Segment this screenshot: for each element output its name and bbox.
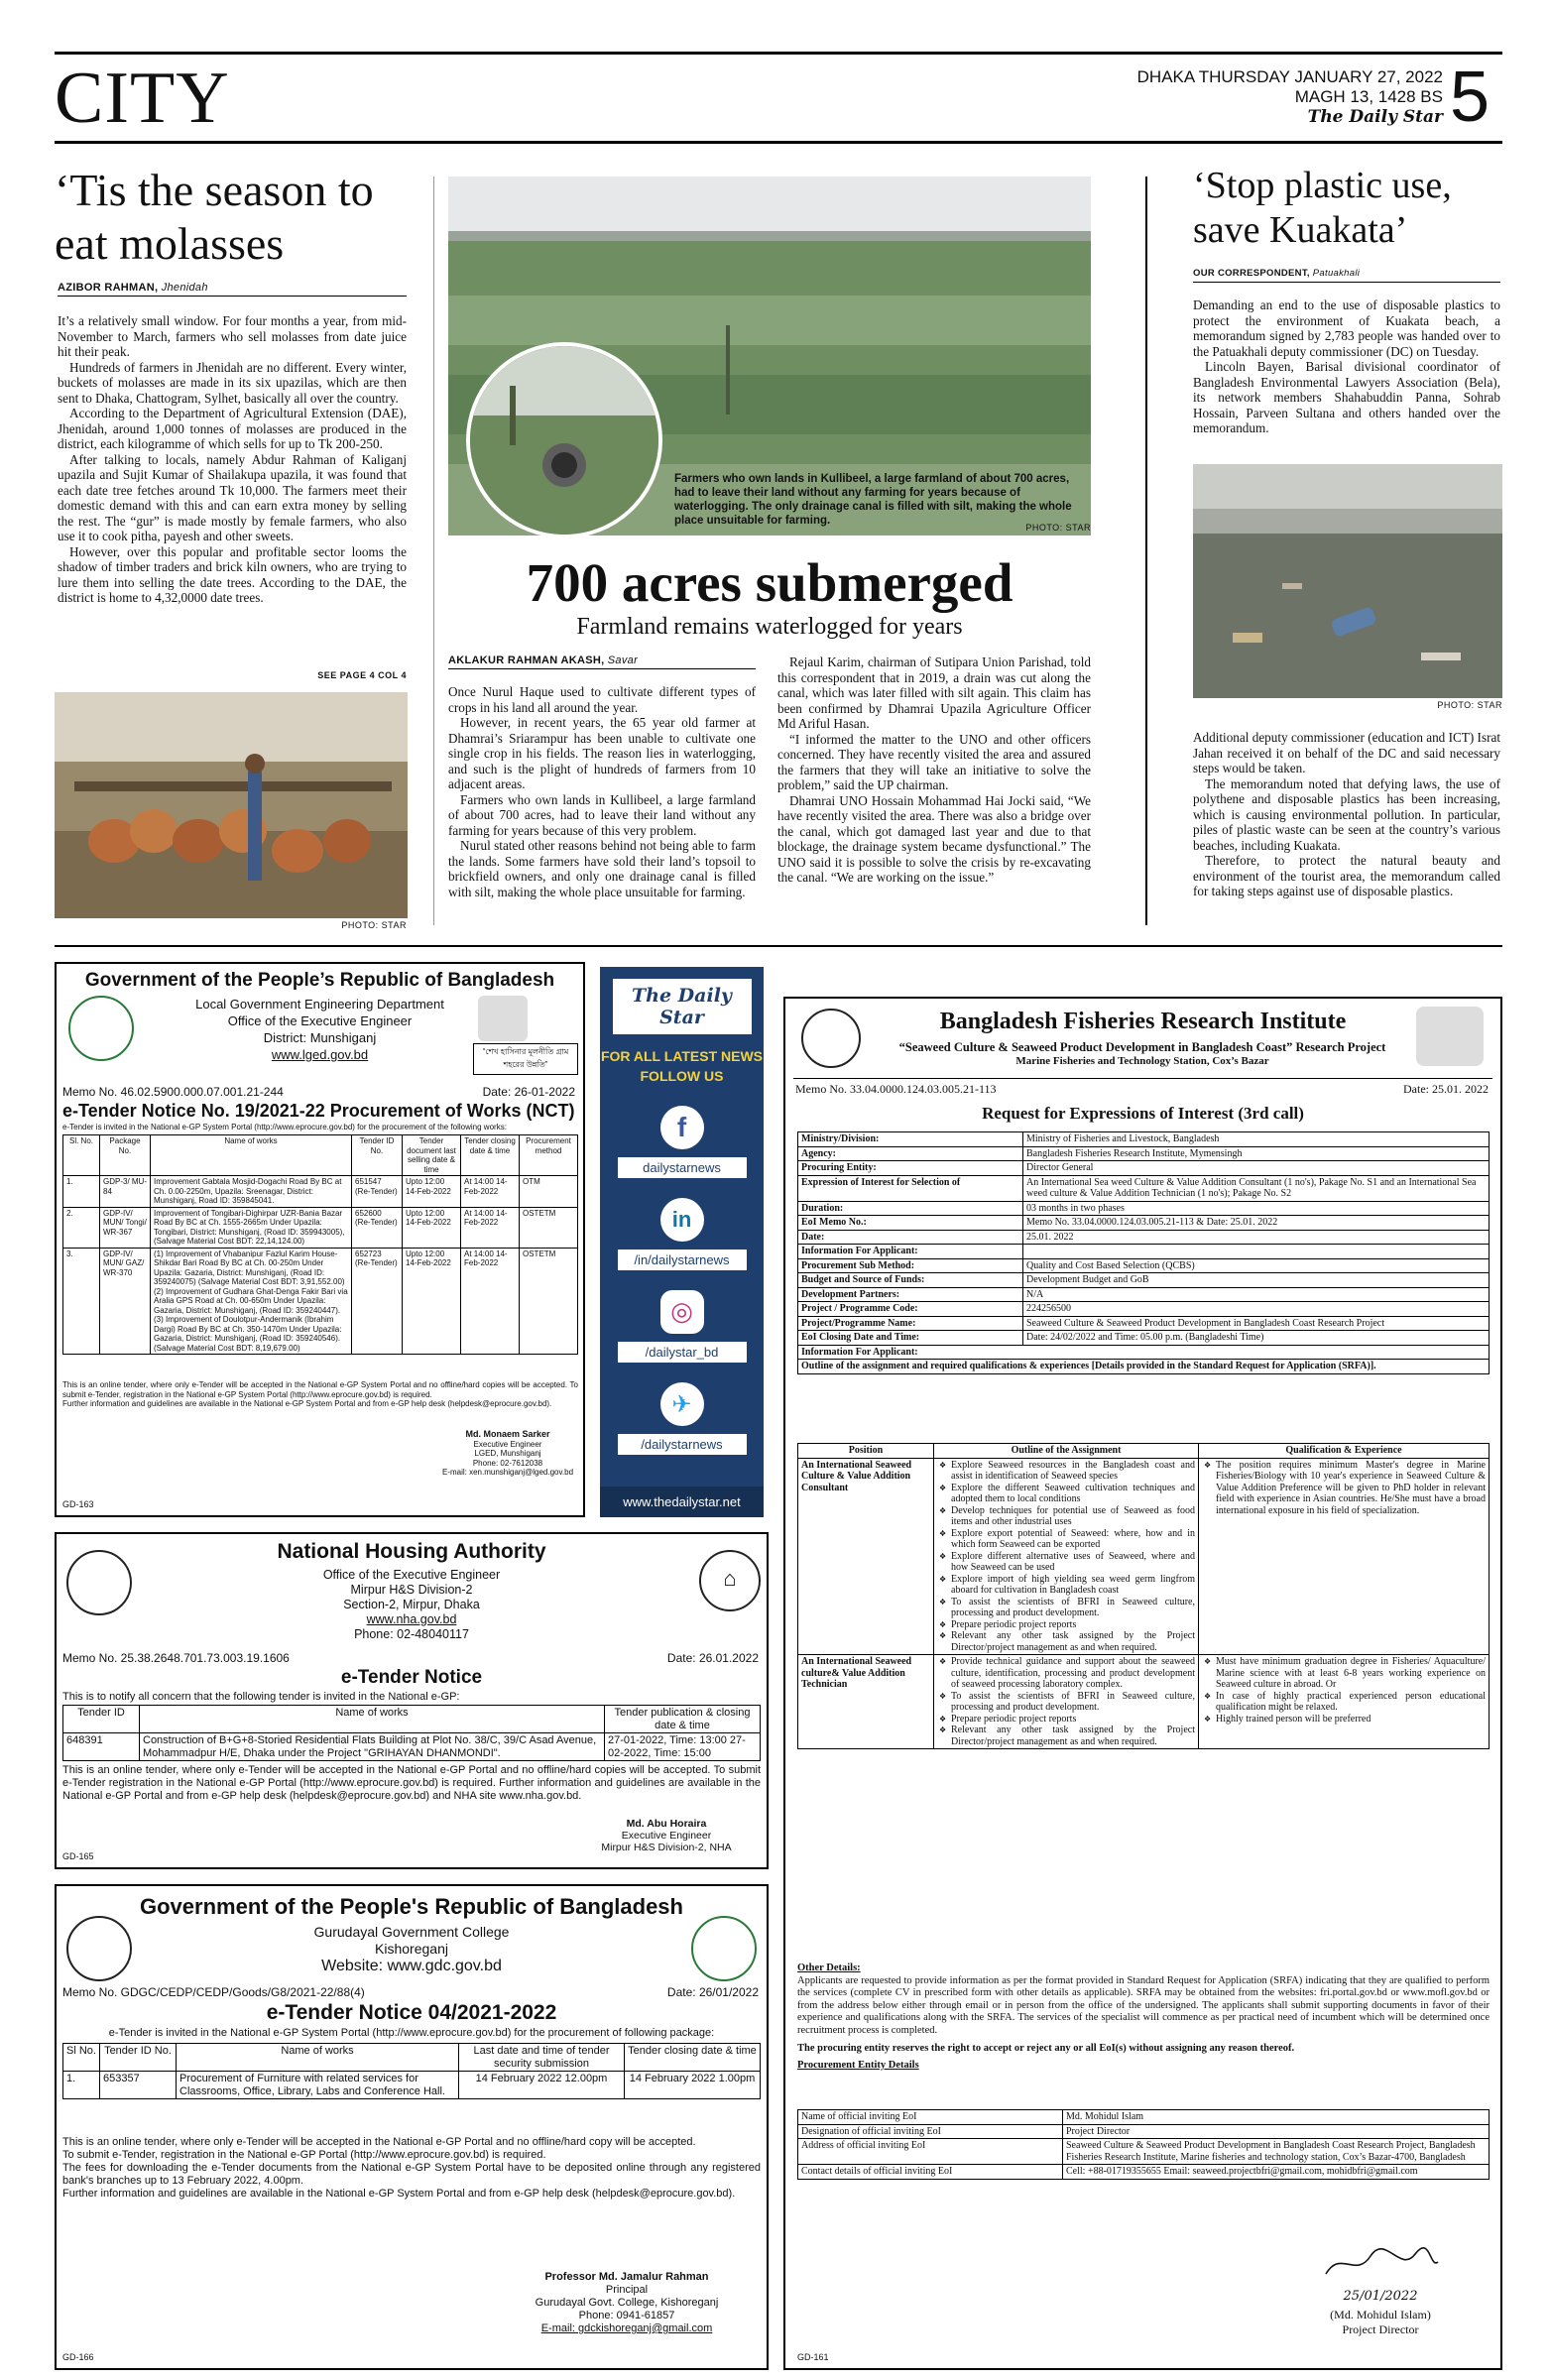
cell: OTM <box>520 1176 578 1208</box>
social-item[interactable] <box>600 1382 764 1455</box>
plastic-headline: ‘Stop plastic use, save Kuakata’ <box>1193 165 1452 251</box>
paragraph: Rejaul Karim, chairman of Sutipara Union Parishad, told this correspondent that in 2019, a drain was cut along the canal, which was later filled with silt again. This claim has been confirmed by Dhamrai Upazila Agriculture Officer Md Ariful Hasan. <box>777 654 1091 731</box>
cell: At 14:00 14-Feb-2022 <box>461 1176 520 1208</box>
lged-date: Date: 26-01-2022 <box>482 1085 575 1099</box>
table-row <box>63 1733 761 1761</box>
gdc-table <box>62 2043 761 2099</box>
table-row <box>798 1287 1490 1302</box>
signer-org: LGED, Munshiganj <box>474 1449 541 1458</box>
signer-name: Md. Abu Horaira <box>626 1818 707 1830</box>
see-page-jump: SEE PAGE 4 COL 4 <box>317 670 407 680</box>
col-head: Outline of the Assignment <box>934 1444 1199 1459</box>
date-line: DHAKA THURSDAY JANUARY 27, 2022 <box>1136 67 1443 86</box>
table-row <box>798 2139 1490 2165</box>
paragraph: According to the Department of Agricultural Extension (DAE), Jhenidah, around 1,000 tonnes of molasses are produced in the district, each kilogramme of which sells for up to Tk 200-250. <box>58 406 407 451</box>
column-divider <box>433 177 434 925</box>
lged-table <box>62 1134 578 1355</box>
list-item: ❖ Relevant any other task assigned by the Project Director/project management as and when required. <box>951 1725 1195 1747</box>
field-key: Information For Applicant: <box>798 1345 1490 1360</box>
nha-line: Section-2, Mirpur, Dhaka <box>343 1598 480 1611</box>
table-header <box>63 2044 761 2072</box>
instagram-icon: ◎ <box>660 1290 704 1334</box>
masthead-rule <box>55 141 1502 144</box>
nha-office-block <box>57 1568 767 1642</box>
footnote-line: Further information and guidelines are available in the National e-GP System Portal and from e-GP help desk (helpdesk@eprocure.gov.bd). <box>62 2188 736 2200</box>
qualification-list <box>1202 1460 1486 1517</box>
govt-seal-icon <box>66 1550 132 1615</box>
col-head: Tender document last selling date & time <box>403 1135 461 1176</box>
field-value: Date: 24/02/2022 and Time: 05.00 p.m. (Bangladeshi Time) <box>1023 1331 1490 1346</box>
byline-rule <box>1193 282 1500 283</box>
pe-heading: Procurement Entity Details <box>797 2059 919 2071</box>
facebook-icon: f <box>660 1106 704 1149</box>
gdc-signature-block <box>493 2271 761 2335</box>
col-head: Name of works <box>177 2044 459 2072</box>
table-row <box>798 1146 1490 1161</box>
field-value: Bangladesh Fisheries Research Institute, Mymensingh <box>1023 1146 1490 1161</box>
signer-org: Mirpur H&S Division-2, NHA <box>601 1842 732 1853</box>
table-header <box>798 1444 1490 1459</box>
follow-tagline-1: FOR ALL LATEST NEWS <box>600 1048 764 1064</box>
nha-notice-title: e-Tender Notice <box>340 1667 483 1688</box>
molasses-byline: AZIBOR RAHMAN, Jhenidah <box>58 282 208 294</box>
portrait-icon <box>478 996 528 1041</box>
signer-phone: Phone: 02-7612038 <box>472 1458 543 1468</box>
field-key: Outline of the assignment and required qualifications & experiences [Details provided in the Standard Request for Application (SRFA)]. <box>798 1360 1490 1374</box>
table-row <box>798 1302 1490 1317</box>
nha-phone: Phone: 02-48040117 <box>354 1627 469 1641</box>
nha-title: National Housing Authority <box>277 1540 546 1563</box>
beach-photo-credit: PHOTO: STAR <box>1437 700 1502 710</box>
paragraph: Lincoln Bayen, Barisal divisional coordinator of Bangladesh Environmental Lawyers Association (Bela), its network members Shahabuddin Panna, Sohrab Hossain, Parveen Sultana and others handed over the memorandum. <box>1193 359 1500 435</box>
ad-code: GD-166 <box>62 2352 94 2362</box>
signer-name: Md. Monaem Sarker <box>465 1429 550 1439</box>
paper-logo: The Daily Star <box>1307 107 1443 127</box>
cell: 653357 <box>100 2072 177 2099</box>
lged-memo: Memo No. 46.02.5900.000.07.001.21-244 <box>62 1085 284 1099</box>
lged-office: Office of the Executive Engineer <box>227 1013 413 1028</box>
ad-code: GD-161 <box>797 2352 829 2362</box>
nha-intro: This is to notify all concern that the following tender is invited in the National e-GP: <box>62 1691 460 1703</box>
house-icon: ⌂ <box>699 1550 761 1611</box>
cell: Improvement of Tongibari-Dighirpar UZR-Bania Bazar Road By BC at Ch. 1555-2665m Under Upazila: Tongibari, District: Munshiganj, (Road ID: 359943005), (Salvage Material Cost BDT: 22,14,124.00) <box>151 1207 352 1248</box>
field-key: Date: <box>798 1230 1023 1245</box>
linkedin-icon: in <box>660 1198 704 1242</box>
social-item[interactable] <box>600 1198 764 1270</box>
field-key: Information For Applicant: <box>798 1245 1023 1259</box>
cell: Improvement Gabtala Mosjid-Dogachi Road By BC at Ch. 0.00-2250m, Upazila: Sreenagar, District: Munshiganj, Road ID: 359845041. <box>151 1176 352 1208</box>
table-row <box>798 1216 1490 1231</box>
ads-divider <box>55 945 1502 947</box>
table-row <box>798 1258 1490 1273</box>
field-value: Project Director <box>1063 2124 1490 2139</box>
cell: At 14:00 14-Feb-2022 <box>461 1207 520 1248</box>
cell: 1. <box>63 1176 100 1208</box>
cell: 14 February 2022 12.00pm <box>459 2072 625 2099</box>
col-head: Tender ID No. <box>352 1135 403 1176</box>
signer-phone: Phone: 0941-61857 <box>578 2310 675 2321</box>
table-row <box>798 1316 1490 1331</box>
paragraph: Nurul stated other reasons behind not being able to farm the lands. Some farmers have sold their land’s topsoil to brickfield owners, and only one drainage canal is filled with silt, making the whole place unsuitable for farming. <box>448 838 756 899</box>
list-item: ❖ In case of highly practical experienced person educational qualification might be relaxed. <box>1216 1691 1486 1714</box>
task-list <box>937 1460 1195 1654</box>
table-row <box>798 1655 1490 1749</box>
paragraph: It’s a relatively small window. For four months a year, from mid-November to March, farmers who sell molasses from date juice hit their peak. <box>58 313 407 359</box>
lged-tender-ad <box>55 962 585 1517</box>
molasses-body <box>58 313 407 606</box>
nha-footnote: This is an online tender, where only e-Tender will be accepted in the National e-GP Portal and no offline/hard copies will be accepted. To submit e-Tender registration in the National e-GP Portal (http://www.eprocure.gov.bd) is required. Further information and guidelines are available in the National e-GP Portal and from e-GP help desk (helpdesk@eprocure.gov.bd) and NHA site www.nha.gov.bd. <box>62 1764 761 1802</box>
signer-title: Executive Engineer <box>473 1439 542 1449</box>
list-item: ❖ Relevant any other task assigned by the Project Director/project management as and when required. <box>951 1630 1195 1653</box>
footnote-line: Further information and guidelines are available in the National e-GP System Portal and from e-GP help desk (helpdesk@eprocure.gov.bd). <box>62 1399 552 1408</box>
gdc-footnote <box>62 2136 761 2201</box>
cell: 648391 <box>63 1733 140 1761</box>
molasses-photo-credit: PHOTO: STAR <box>341 920 407 930</box>
table-row <box>798 1175 1490 1201</box>
field-value: An International Sea weed Culture & Value Addition Consultant (1 no's), Pakage No. S1 and an International Sea weed culture & Value Addition Technician (1 no's); Pakage No. S2 <box>1023 1175 1490 1201</box>
field-key: Development Partners: <box>798 1287 1023 1302</box>
farmland-photo-credit: PHOTO: STAR <box>1025 523 1091 533</box>
list-item: ❖ Explore export potential of Seaweed: where, how and in which form Seaweed can be exported <box>951 1528 1195 1551</box>
field-key: Contact details of official inviting EoI <box>798 2165 1063 2180</box>
nha-date: Date: 26.01.2022 <box>666 1651 759 1665</box>
nha-memo: Memo No. 25.38.2648.701.73.003.19.1606 <box>62 1651 290 1665</box>
gdc-date: Date: 26/01/2022 <box>666 1985 759 1999</box>
plastic-body-bottom <box>1193 730 1500 899</box>
col-head: Qualification & Experience <box>1199 1444 1490 1459</box>
lged-title: e-Tender Notice No. 19/2021-22 Procurement of Works (NCT) <box>62 1101 575 1121</box>
footnote-line: This is an online tender, where only e-Tender will be accepted in the National e-GP System Portal and no offline/hard copies will be accepted. To submit e-Tender, registration in the National e-GP System Portal (http://www.eprocure.gov.bd) is required. <box>62 1380 578 1399</box>
bfri-memo: Memo No. 33.04.0000.124.03.005.21-113 <box>795 1082 997 1096</box>
paragraph: However, over this popular and profitable sector looms the shadow of timber traders and brick kiln owners, who are trying to lure them into selling the date trees. According to the DAE, the district is home to 4,32,0000 date trees. <box>58 543 407 605</box>
table-row <box>798 1161 1490 1176</box>
twitter-icon: ✈ <box>660 1382 704 1426</box>
table-header <box>63 1706 761 1733</box>
cell: 651547 (Re-Tender) <box>352 1176 403 1208</box>
ad-code: GD-163 <box>62 1499 94 1509</box>
cell: GDP-IV/ MUN/ Tongi/ WR-367 <box>100 1207 151 1248</box>
list-item: ❖ Provide technical guidance and support about the seaweed culture, identification, processing and product development of seaweed processing laboratory complex. <box>951 1656 1195 1691</box>
field-key: Ministry/Division: <box>798 1132 1023 1147</box>
field-key: EoI Closing Date and Time: <box>798 1331 1023 1346</box>
lged-govt: Government of the People’s Republic of Bangladesh <box>84 970 555 991</box>
paragraph: “I informed the matter to the UNO and other officers concerned. They have recently visited the area and assured the farmers that they will take an initiative to solve the problem,” said the UP chairman. <box>777 731 1091 792</box>
plastic-body-top <box>1193 298 1500 436</box>
table-header <box>63 1135 578 1176</box>
col-head: Tender closing date & time <box>461 1135 520 1176</box>
nha-table <box>62 1705 761 1761</box>
gdc-title: e-Tender Notice 04/2021-2022 <box>266 2001 557 2024</box>
other-details-heading: Other Details: <box>797 1963 861 1973</box>
bfri-title: Bangladesh Fisheries Research Institute <box>939 1009 1347 1034</box>
cell: Procurement of Furniture with related services for Classrooms, Office, Library, Labs and Conference Hall. <box>177 2072 459 2099</box>
nha-line: Office of the Executive Engineer <box>322 1568 501 1582</box>
lged-slogan: “শেখ হাসিনার মূলনীতি গ্রাম শহরের উন্নতি” <box>473 1043 578 1075</box>
position-name: An International Seaweed Culture & Value Addition Consultant <box>798 1458 934 1655</box>
bfri-pe-table <box>797 2109 1490 2180</box>
list-item: ❖ Prepare periodic project reports <box>951 1619 1195 1631</box>
field-value: Md. Mohidul Islam <box>1063 2110 1490 2125</box>
signer-org: Gurudayal Govt. College, Kishoreganj <box>535 2297 719 2309</box>
col-head: Tender publication & closing date & time <box>605 1706 761 1733</box>
dailystar-follow-box <box>600 967 764 1517</box>
section-title: CITY <box>55 58 230 139</box>
list-item: ❖ Highly trained person will be preferred <box>1216 1714 1486 1726</box>
paragraph: Dhamrai UNO Hossain Mohammad Hai Jocki said, “We have recently visited the area. There was also a bridge over the canal, which got damaged last year and due to that blockage, the drainage system became dysfunctional.” The UNO said it is possible to solve the crisis by re-excavating the canal. “We are working on the issue.” <box>777 792 1091 885</box>
list-item: ❖ The position requires minimum Master's degree in Marine Fisheries/Biology with 10 year's experience in Seaweed Culture & Value Addition Preference will be given to PhD holder in relevant field with experience in Asian countries. He/She must have a broad international exposure in his field of specialization. <box>1216 1460 1486 1517</box>
field-key: Address of official inviting EoI <box>798 2139 1063 2165</box>
list-item: ❖ To assist the scientists of BFRI in Seaweed culture, processing and product development. <box>951 1691 1195 1714</box>
lged-website[interactable]: www.lged.gov.bd <box>271 1047 369 1062</box>
submerged-col1 <box>448 684 756 899</box>
col-head: Package No. <box>100 1135 151 1176</box>
paragraph: Once Nurul Haque used to cultivate different types of crops in his land all around the year. <box>448 684 756 715</box>
field-key: Budget and Source of Funds: <box>798 1273 1023 1288</box>
cell: 3. <box>63 1248 100 1355</box>
signer-email[interactable]: E-mail: gdckishoreganj@gmail.com <box>540 2322 713 2334</box>
col-head: Name of works <box>151 1135 352 1176</box>
dailystar-url[interactable]: www.thedailystar.net <box>600 1487 764 1517</box>
col-head: Position <box>798 1444 934 1459</box>
bfri-project: “Seaweed Culture & Seaweed Product Development in Bangladesh Coast” Research Project <box>898 1040 1386 1054</box>
signer-name: Professor Md. Jamalur Rahman <box>544 2271 709 2283</box>
gdc-website[interactable]: Website: www.gdc.gov.bd <box>321 1958 502 1974</box>
field-key: Expression of Interest for Selection of <box>798 1175 1023 1201</box>
table-row <box>798 2165 1490 2180</box>
field-key: Agency: <box>798 1146 1023 1161</box>
cell: OSTETM <box>520 1207 578 1248</box>
field-value: Development Budget and GoB <box>1023 1273 1490 1288</box>
paragraph: Demanding an end to the use of disposable plastics to protect the environment of Kuakata beach, a memorandum signed by 2,783 people was handed over to the Patuakhali deputy commissioner (DC) on Tuesday. <box>1193 298 1500 359</box>
submerged-byline: AKLAKUR RAHMAN AKASH, Savar <box>448 654 639 666</box>
paragraph: Hundreds of farmers in Jhenidah are no different. Every winter, buckets of molasses are made in its six upazilas, which are then sent to Dhaka, Chattogram, Sylhet, basically all over the country. <box>58 359 407 406</box>
field-key: Name of official inviting EoI <box>798 2110 1063 2125</box>
paragraph: After talking to locals, namely Abdur Rahman of Kaliganj upazila and Sujit Kumar of Shailakupa upazila, it was found that each date tree fetches around Tk 10,000. The farmers meet their domestic demand with this and can earn extra money by selling the rest. The “gur” is made mostly by female farmers, who also use it to cook pitha, payesh and other sweets. <box>58 451 407 543</box>
table-row <box>63 1207 578 1248</box>
table-row <box>798 1273 1490 1288</box>
field-key: Procurement Sub Method: <box>798 1258 1023 1273</box>
list-item: ❖ Explore different alternative uses of Seaweed, where and how Seaweed can be used <box>951 1551 1195 1574</box>
social-item[interactable] <box>600 1106 764 1178</box>
field-value: Cell: +88-01719355655 Email: seaweed.projectbfri@gmail.com, mohidbfri@gmail.com <box>1063 2165 1490 2180</box>
lged-intro: e-Tender is invited in the National e-GP System Portal (http://www.eprocure.gov.bd) for the procurement of the following works: <box>62 1123 507 1131</box>
submerged-headline: 700 acres submerged <box>526 552 1013 613</box>
cell: At 14:00 14-Feb-2022 <box>461 1248 520 1355</box>
field-value <box>1023 1245 1490 1259</box>
nha-line: Mirpur H&S Division-2 <box>350 1583 473 1597</box>
plastic-byline: OUR CORRESPONDENT, Patuakhali <box>1193 268 1361 279</box>
twitter-handle[interactable]: /dailystarnews <box>618 1434 747 1455</box>
top-rule <box>55 52 1502 55</box>
bfri-other-details <box>797 1963 1490 2072</box>
beach-plastic-photo <box>1193 464 1502 698</box>
qualification-list <box>1202 1656 1486 1725</box>
page-number: 5 <box>1450 58 1490 137</box>
lged-footnote <box>62 1380 578 1409</box>
table-row <box>798 2124 1490 2139</box>
table-row <box>798 1331 1490 1346</box>
table-row <box>798 1230 1490 1245</box>
gdc-intro: e-Tender is invited in the National e-GP System Portal (http://www.eprocure.gov.bd) for the procurement of following package: <box>108 2027 715 2039</box>
cell: Upto 12:00 14-Feb-2022 <box>403 1176 461 1208</box>
field-value: Ministry of Fisheries and Livestock, Bangladesh <box>1023 1132 1490 1147</box>
table-row <box>63 2072 761 2099</box>
signer-title: Executive Engineer <box>621 1830 712 1842</box>
table-row <box>798 1132 1490 1147</box>
gdc-govt: Government of the People's Republic of Bangladesh <box>140 1894 683 1919</box>
signature-scribble <box>1321 2244 1440 2284</box>
signer-name: (Md. Mohidul Islam) <box>1330 2308 1431 2321</box>
table-row <box>798 2110 1490 2125</box>
facebook-handle[interactable]: dailystarnews <box>618 1157 747 1178</box>
footnote-line: This is an online tender, where only e-Tender will be accepted in the National e-GP Portal and no offline/hard copy will be accepted. <box>62 2136 696 2148</box>
cell: Upto 12:00 14-Feb-2022 <box>403 1207 461 1248</box>
other-details-text: Applicants are requested to provide information as per the format provided in Standard Request for Application (SRFA) indicating that they are qualified to perform the services (complete CV in prescribed form with other details as applicable). SRFA may be obtained from the websites: fri.portal.gov.bd or www.mofl.gov.bd or from the address below either through email or in person from the office of the undersigned. The applicants shall submit supporting documents in favor of their experience and qualifications along with the SRFA. The services of the specialist will commence as per practical need of incumbent which will be determined once recruitment process is completed. <box>797 1974 1490 2036</box>
field-key: Project/Programme Name: <box>798 1316 1023 1331</box>
field-value: Director General <box>1023 1161 1490 1176</box>
list-item: ❖ Develop techniques for potential use of Seaweed as food items and other industrial uses <box>951 1505 1195 1528</box>
task-list <box>937 1656 1195 1747</box>
table-row <box>798 1201 1490 1216</box>
table-row <box>63 1176 578 1208</box>
paragraph: Therefore, to protect the natural beauty and environment of the tourist area, the memorandum called for taking steps against use of disposable plastics. <box>1193 853 1500 898</box>
field-value: Seaweed Culture & Seaweed Product Development in Bangladesh Coast Research Project, Bangladesh Fisheries Research Institute, Marine fisheries and technology station, Cox’s Bazar-4700, Bangladesh <box>1063 2139 1490 2165</box>
cell: 27-01-2022, Time: 13:00 27-02-2022, Time: 15:00 <box>605 1733 761 1761</box>
cell: 1. <box>63 2072 100 2099</box>
cell: 652600 (Re-Tender) <box>352 1207 403 1248</box>
col-head: Sl No. <box>63 2044 100 2072</box>
ad-code: GD-165 <box>62 1851 94 1861</box>
cell: Upto 12:00 14-Feb-2022 <box>403 1248 461 1355</box>
molasses-headline: ‘Tis the season to eat molasses <box>55 165 374 269</box>
cell: 14 February 2022 1.00pm <box>625 2072 761 2099</box>
nha-website[interactable]: www.nha.gov.bd <box>366 1612 457 1626</box>
field-value: 25.01. 2022 <box>1023 1230 1490 1245</box>
cell: 2. <box>63 1207 100 1248</box>
molasses-photo <box>55 692 408 918</box>
list-item: ❖ Explore Seaweed resources in the Bangladesh coast and assist in identification of Seaweed species <box>951 1460 1195 1483</box>
paragraph: The memorandum noted that defying laws, the use of polythene and disposable plastics has been increasing, which is causing environmental pollution. In particular, piles of plastic waste can be seen at the country’s various beaches, including Kuakata. <box>1193 775 1500 853</box>
signer-title: Principal <box>605 2284 649 2296</box>
signer-title: Project Director <box>1342 2322 1419 2336</box>
farmland-caption: Farmers who own lands in Kullibeel, a large farmland of about 700 acres, had to leave their land without any farming for years because of waterlogging. The only drainage canal is filled with silt, making the whole place unsuitable for farming. <box>674 473 1072 527</box>
field-key: Procuring Entity: <box>798 1161 1023 1176</box>
nha-tender-ad <box>55 1532 769 1869</box>
col-head: Last date and time of tender security submission <box>459 2044 625 2072</box>
table-row <box>798 1360 1490 1374</box>
col-head: Tender closing date & time <box>625 2044 761 2072</box>
bfri-project-block <box>865 1040 1420 1068</box>
bangla-date: MAGH 13, 1428 BS <box>1294 87 1443 106</box>
bfri-date: Date: 25.01. 2022 <box>1403 1082 1489 1096</box>
list-item: ❖ Prepare periodic project reports <box>951 1714 1195 1726</box>
reserve-clause: The procuring entity reserves the right to accept or reject any or all EoI(s) without assigning any reason thereof. <box>797 2043 1295 2054</box>
submerged-col2 <box>777 654 1091 886</box>
dailystar-logo: The Daily Star <box>613 979 752 1034</box>
field-key: Project / Programme Code: <box>798 1302 1023 1317</box>
table-row <box>798 1458 1490 1655</box>
col-head: Sl. No. <box>63 1135 100 1176</box>
table-row <box>798 1345 1490 1360</box>
nha-signature-block <box>572 1818 761 1853</box>
field-key: Duration: <box>798 1201 1023 1216</box>
bfri-rule <box>793 1078 1492 1079</box>
list-item: ❖ Explore the different Seaweed cultivation techniques and adopted them to local conditions <box>951 1483 1195 1505</box>
field-value: Memo No. 33.04.0000.124.03.005.21-113 & Date: 25.01. 2022 <box>1023 1216 1490 1231</box>
paragraph: Additional deputy commissioner (education and ICT) Israt Jahan received it on behalf of the DC and said necessary steps would be taken. <box>1193 730 1500 775</box>
bfri-station: Marine Fisheries and Technology Station, Cox’s Bazar <box>1015 1055 1269 1067</box>
list-item: ❖ Explore import of high yielding sea weed germ lingfrom aboard for cultivation in Bangladesh coast <box>951 1574 1195 1597</box>
social-item[interactable] <box>600 1290 764 1363</box>
lged-signature-block <box>433 1430 582 1478</box>
cell: GDP-IV/ MUN/ GAZ/ WR-370 <box>100 1248 151 1355</box>
column-divider <box>1145 177 1147 925</box>
list-item: ❖ Must have minimum graduation degree in Fisheries/ Aquaculture/ Marine science with at least 6-8 years working experience on Seaweed culture in abroad. Or <box>1216 1656 1486 1691</box>
bfri-positions-table <box>797 1443 1490 1749</box>
field-value: 03 months in two phases <box>1023 1201 1490 1216</box>
canal-inset-photo <box>466 342 662 538</box>
gdc-college: Gurudayal Government College <box>313 1924 510 1940</box>
col-head: Tender ID <box>63 1706 140 1733</box>
bfri-fields-table <box>797 1131 1490 1374</box>
cell: 652723 (Re-Tender) <box>352 1248 403 1355</box>
col-head: Tender ID No. <box>100 2044 177 2072</box>
field-value: Seaweed Culture & Seaweed Product Development in Bangladesh Coast Research Project <box>1023 1316 1490 1331</box>
byline-rule <box>58 296 407 297</box>
signer-email[interactable]: E-mail: xen.munshiganj@lged.gov.bd <box>441 1468 574 1477</box>
lged-district: District: Munshiganj <box>263 1030 377 1045</box>
gdc-city: Kishoreganj <box>375 1941 448 1957</box>
gdc-tender-ad <box>55 1884 769 2370</box>
lged-dept: Local Government Engineering Department <box>195 997 444 1012</box>
footnote-line: The fees for downloading the e-Tender documents from the National e-GP System Portal have to be deposited online through any registered bank's branches up to 13 February 2022, 4.00pm. <box>62 2162 761 2187</box>
signature-date: 25/01/2022 <box>1343 2289 1418 2304</box>
field-value: N/A <box>1023 1287 1490 1302</box>
follow-tagline-2: FOLLOW US <box>640 1068 724 1084</box>
paragraph: Farmers who own lands in Kullibeel, a large farmland of about 700 acres, had to leave their land without any farming for years because of this very problem. <box>448 791 756 838</box>
bfri-signature-block <box>1281 2244 1480 2337</box>
byline-rule <box>448 668 756 669</box>
field-value: Quality and Cost Based Selection (QCBS) <box>1023 1258 1490 1273</box>
paragraph: However, in recent years, the 65 year old farmer at Dhamrai’s Sriarampur has been unable to cultivate one single crop in his fields. The reason lies in waterlogging, and such is the plight of hundreds of farmers from 10 adjacent areas. <box>448 715 756 791</box>
col-head: Name of works <box>140 1706 605 1733</box>
field-key: Designation of official inviting EoI <box>798 2124 1063 2139</box>
col-head: Procurement method <box>520 1135 578 1176</box>
table-row <box>63 1248 578 1355</box>
field-key: EoI Memo No.: <box>798 1216 1023 1231</box>
bfri-eoi-ad <box>783 997 1502 2370</box>
cell: OSTETM <box>520 1248 578 1355</box>
cell: Construction of B+G+8-Storied Residential Flats Building at Plot No. 38/C, 39/C Asad Avenue, Mohammadpur H/E, Dhaka under the Project "GRIHAYAN DHANMONDI". <box>140 1733 605 1761</box>
gdc-memo: Memo No. GDGC/CEDP/CEDP/Goods/G8/2021-22/88(4) <box>62 1985 365 1999</box>
linkedin-handle[interactable]: /in/dailystarnews <box>618 1250 747 1270</box>
field-value: 224256500 <box>1023 1302 1490 1317</box>
list-item: ❖ To assist the scientists of BFRI in Seaweed culture, processing and product development. <box>951 1597 1195 1619</box>
instagram-handle[interactable]: /dailystar_bd <box>618 1342 747 1363</box>
footnote-line: To submit e-Tender, registration in the National e-GP Portal (http://www.eprocure.gov.bd) is required. <box>62 2149 546 2161</box>
bfri-heading: Request for Expressions of Interest (3rd call) <box>982 1104 1304 1123</box>
table-row <box>798 1245 1490 1259</box>
date-block <box>1111 67 1443 127</box>
gdc-office-block <box>57 1924 767 1974</box>
position-name: An International Seaweed culture& Value Addition Technician <box>798 1655 934 1749</box>
cell: (1) Improvement of Vhabanipur Fazlul Karim House-Shikdar Bari Road By BC at Ch. 00-250m Under Upazila: Gazaria, District: Munshiganj, (Road ID: 359240075) (Salvage Material Cost BDT: 3,91,552.00) (2) Improvement of Gudhara Ghat-Denga Fakir Bari via Aralia GPS Road at Ch. 00-650m Under Upazila: Gazaria, District: Munshiganj, (Road ID: 359240447). (3) Improvement of Doulotpur-Andermanik (Ibrahim Dargi) Road By BC at Ch. 350-1470m Under Upazila: Gazaria, District: Munshiganj, (Road ID: 359240546). (Salvage Material Cost BDT: 8,19,679.00) <box>151 1248 352 1355</box>
submerged-subhead: Farmland remains waterlogged for years <box>576 614 963 640</box>
cell: GDP-3/ MU-84 <box>100 1176 151 1208</box>
